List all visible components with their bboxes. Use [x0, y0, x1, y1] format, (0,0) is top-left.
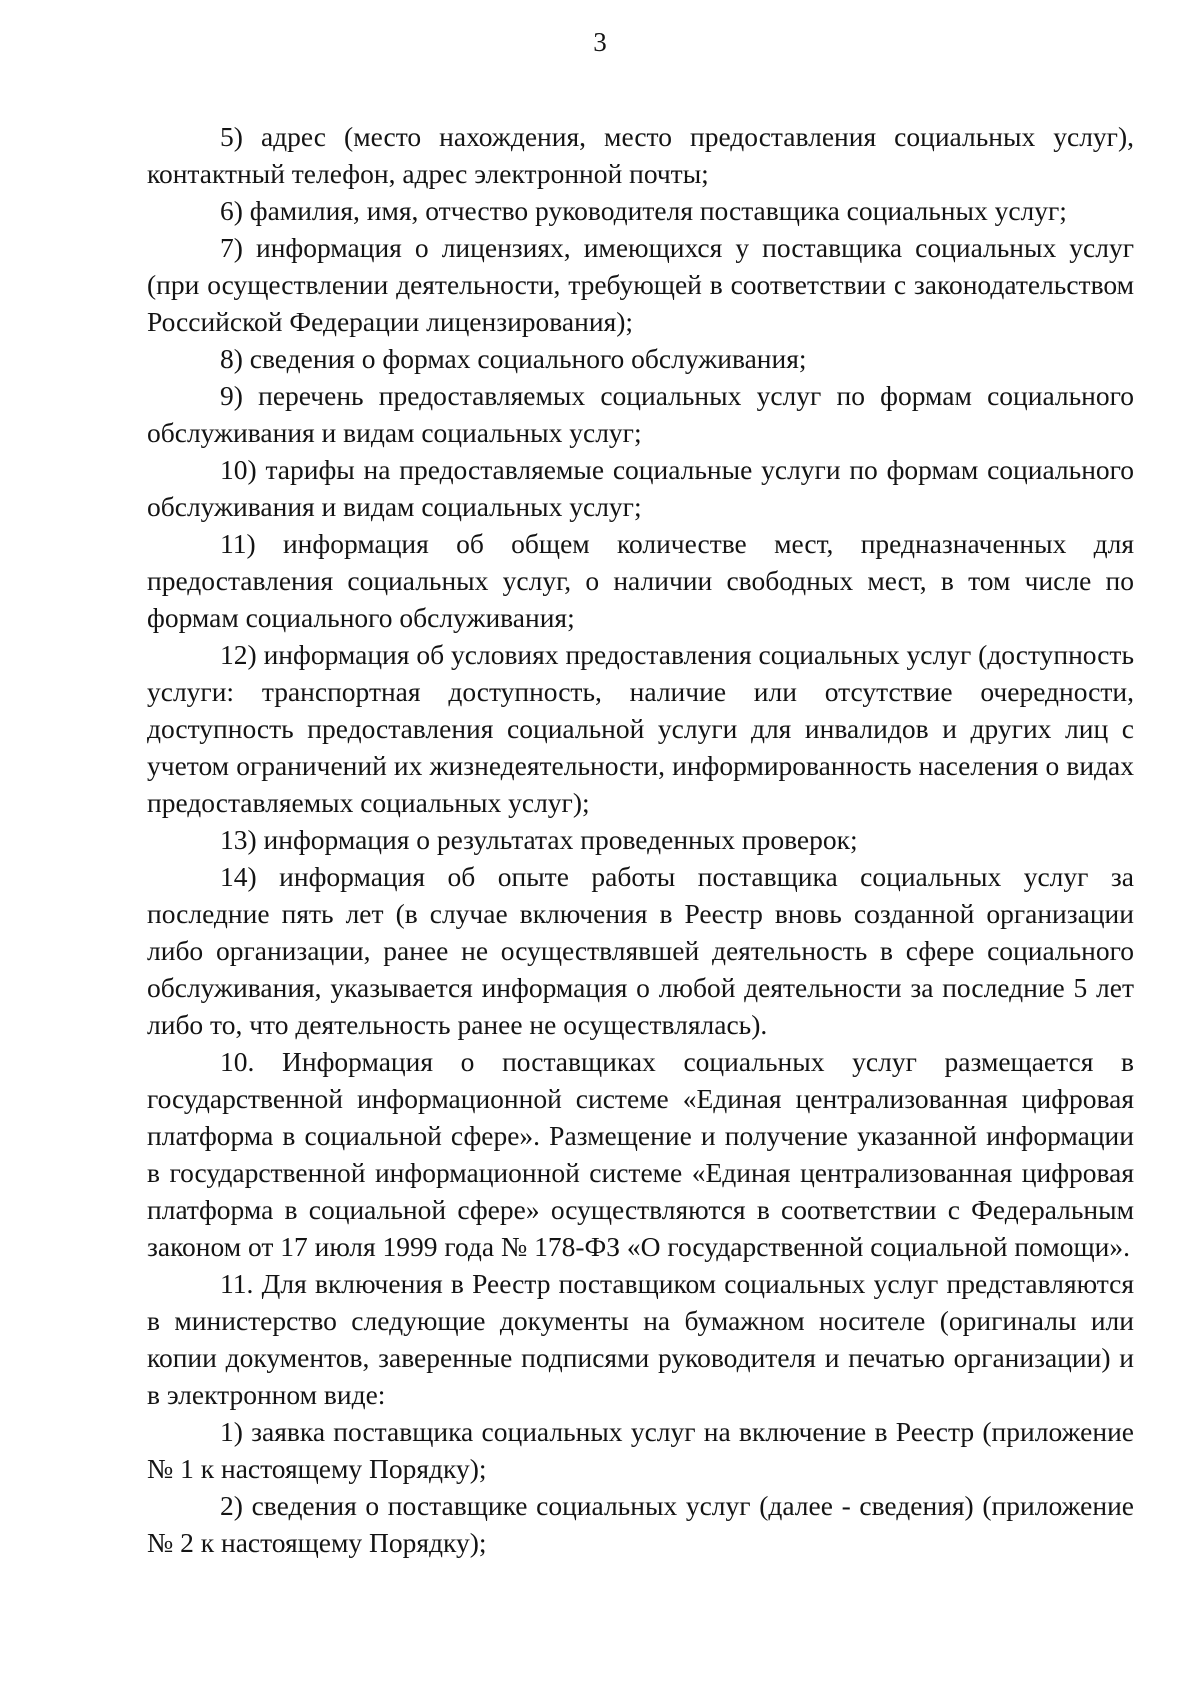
paragraph-section-11-documents: 11. Для включения в Реестр поставщиком социальных услуг представляются в министерство следующие документы на бумажном носителе (оригиналы или копии документов, заверенные подписями руководителя и печатью организации) и в электронном виде:: [147, 1268, 1134, 1410]
paragraph-section-10-info-placement: 10. Информация о поставщиках социальных услуг размещается в государственной информационной системе «Единая централизованная цифровая платформа в социальной сфере». Размещение и получение указанной информации в государственной информационной системе «Единая централизованная цифровая платформа в социальной сфере» осуществляются в соответствии с Федеральным законом от 17 июля 1999 года № 178-ФЗ «О государственной социальной помощи».: [147, 1046, 1134, 1262]
paragraph-item-6-head-name: 6) фамилия, имя, отчество руководителя поставщика социальных услуг;: [220, 195, 1067, 226]
paragraph-item-13-inspections: 13) информация о результатах проведенных проверок;: [220, 824, 858, 855]
paragraph-doc-2-provider-info: 2) сведения о поставщике социальных услуг (далее - сведения) (приложение № 2 к настоящему Порядку);: [147, 1490, 1134, 1558]
paragraph-item-7-licenses: 7) информация о лицензиях, имеющихся у поставщика социальных услуг (при осуществлении деятельности, требующей в соответствии с законодательством Российской Федерации лицензирования);: [147, 232, 1134, 337]
paragraph-doc-1-application: 1) заявка поставщика социальных услуг на включение в Реестр (приложение № 1 к настоящему Порядку);: [147, 1416, 1134, 1484]
page-number: 3: [593, 27, 607, 57]
paragraph-item-11-places: 11) информация об общем количестве мест, предназначенных для предоставления социальных услуг, о наличии свободных мест, в том числе по формам социального обслуживания;: [147, 528, 1134, 633]
document-body: [147, 118, 1134, 1561]
paragraph-item-12-conditions: 12) информация об условиях предоставления социальных услуг (доступность услуги: транспортная доступность, наличие или отсутствие очередности, доступность предоставления социальной услуги для инвалидов и других лиц с учетом ограничений их жизнедеятельности, информированность населения о видах предоставляемых социальных услуг);: [147, 639, 1134, 818]
paragraph-item-9-service-list: 9) перечень предоставляемых социальных услуг по формам социального обслуживания и видам социальных услуг;: [147, 380, 1134, 448]
paragraph-item-14-experience: 14) информация об опыте работы поставщика социальных услуг за последние пять лет (в случае включения в Реестр вновь созданной организации либо организации, ранее не осуществлявшей деятельность в сфере социального обслуживания, указывается информация о любой деятельности за последние 5 лет либо то, что деятельность ранее не осуществлялась).: [147, 861, 1134, 1040]
paragraph-item-5-address: 5) адрес (место нахождения, место предоставления социальных услуг), контактный телефон, адрес электронной почты;: [147, 121, 1134, 189]
paragraph-item-10-tariffs: 10) тарифы на предоставляемые социальные услуги по формам социального обслуживания и видам социальных услуг;: [147, 454, 1134, 522]
paragraph-item-8-service-forms: 8) сведения о формах социального обслуживания;: [220, 343, 807, 374]
